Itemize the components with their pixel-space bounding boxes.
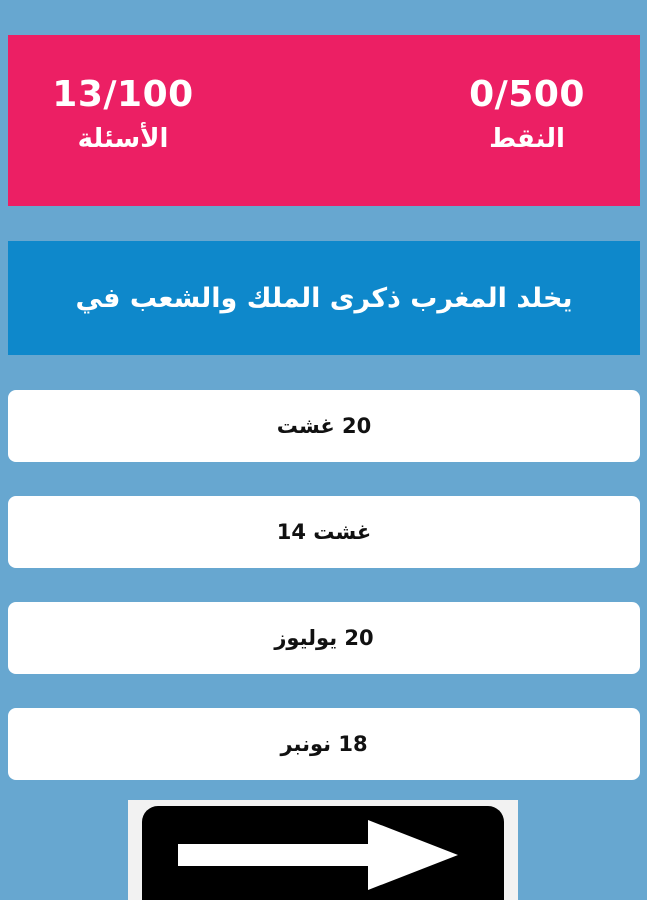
answer-option-1[interactable]: 20 غشت — [8, 390, 640, 462]
score-panel — [8, 35, 640, 206]
answer-option-2[interactable]: غشت 14 — [8, 496, 640, 568]
questions-label: الأسئلة — [77, 124, 169, 154]
questions-count: 13/100 — [52, 74, 194, 115]
next-button[interactable] — [128, 800, 518, 900]
right-arrow-icon — [178, 820, 458, 890]
answer-option-3[interactable]: 20 يوليوز — [8, 602, 640, 674]
points-label: النقط — [489, 124, 565, 154]
answer-option-4[interactable]: 18 نونبر — [8, 708, 640, 780]
points-counter — [462, 73, 592, 157]
question-text: يخلد المغرب ذكرى الملك والشعب في — [8, 241, 640, 355]
next-button-face[interactable] — [142, 806, 504, 900]
points-count: 0/500 — [469, 74, 585, 115]
questions-counter — [48, 73, 198, 157]
